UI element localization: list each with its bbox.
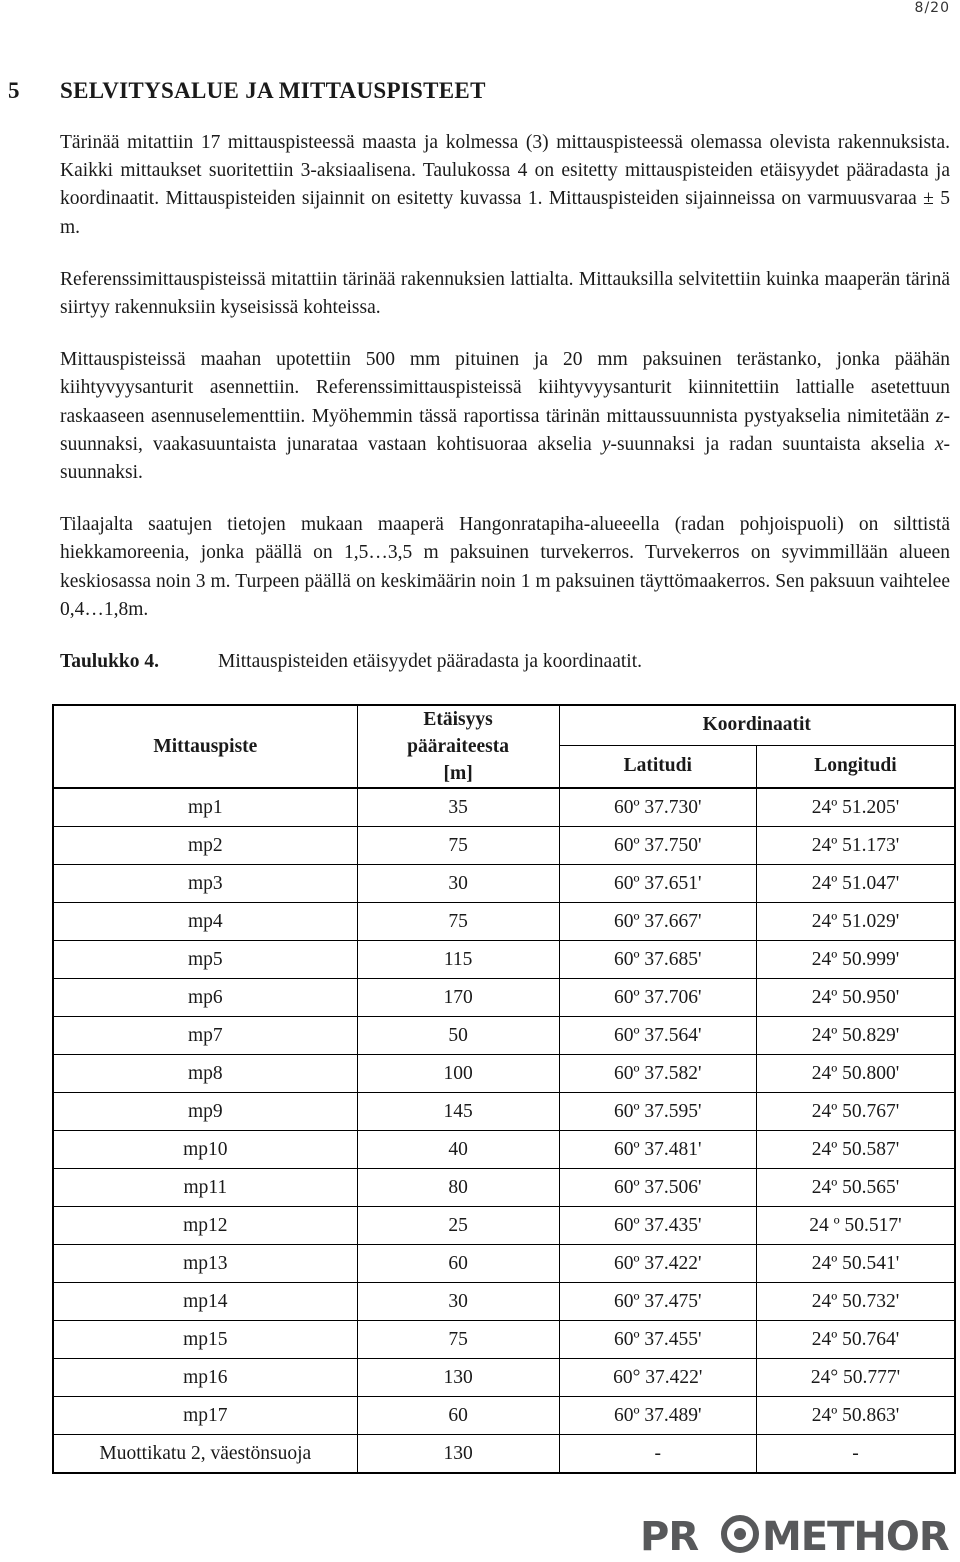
- cell-latitude: 60º 37.564': [559, 1017, 756, 1055]
- cell-longitude: 24º 50.829': [756, 1017, 955, 1055]
- section-number: 5: [8, 78, 20, 103]
- cell-longitude: 24º 50.863': [756, 1397, 955, 1435]
- paragraph-3-text-a: Mittauspisteissä maahan upotettiin 500 mm pituinen ja 20 mm paksuinen terästanko, jonka päähän kiihtyvyysanturit asennettiin. Referenssimittauspisteissä kiihtyvyysanturit kiinnitettiin lattialle asetettuun raskaaseen asennuselementtiin. Myöhemmin tässä raportissa tärinän mittaussuunnista pystyakselia nimitetään: [60, 349, 950, 427]
- table-row: [53, 788, 955, 827]
- cell-distance: 30: [357, 865, 559, 903]
- table-row: [53, 1435, 955, 1474]
- table-row: [53, 941, 955, 979]
- logo-o-ring-icon: [724, 1518, 756, 1550]
- cell-distance: 40: [357, 1131, 559, 1169]
- section-heading: [8, 78, 952, 104]
- header-point: Mittauspiste: [53, 705, 357, 788]
- cell-distance: 75: [357, 903, 559, 941]
- table-caption-text: Mittauspisteiden etäisyydet pääradasta ja koordinaatit.: [218, 651, 642, 673]
- table-row: [53, 1397, 955, 1435]
- cell-point: mp15: [53, 1321, 357, 1359]
- cell-longitude: 24º 50.767': [756, 1093, 955, 1131]
- paragraph-3-text-d: -suunnaksi.: [60, 433, 950, 484]
- table-row: [53, 1093, 955, 1131]
- cell-distance: 115: [357, 941, 559, 979]
- header-longitude: Longitudi: [756, 745, 955, 788]
- cell-distance: 130: [357, 1359, 559, 1397]
- axis-y: y: [601, 433, 611, 455]
- cell-distance: 75: [357, 827, 559, 865]
- cell-latitude: 60º 37.475': [559, 1283, 756, 1321]
- table-caption: [60, 648, 950, 676]
- cell-point: mp9: [53, 1093, 357, 1131]
- cell-longitude: -: [756, 1435, 955, 1474]
- cell-longitude: 24º 51.047': [756, 865, 955, 903]
- axis-x: x: [934, 433, 944, 455]
- cell-latitude: 60° 37.422': [559, 1359, 756, 1397]
- cell-point: mp13: [53, 1245, 357, 1283]
- table-body: [53, 788, 955, 1473]
- coordinates-table: [52, 704, 956, 1474]
- cell-point: mp12: [53, 1207, 357, 1245]
- cell-distance: 80: [357, 1169, 559, 1207]
- paragraph-1: Tärinää mitattiin 17 mittauspisteessä maasta ja kolmessa (3) mittauspisteessä olemassa olevista rakennuksista. Kaikki mittaukset suoritettiin 3-aksiaalisena. Taulukossa 4 on esitetty mittauspisteiden etäisyydet pääradasta ja koordinaatit. Mittauspisteiden sijainnit on esitetty kuvassa 1. Mittauspisteiden sijainneissa on varmuusvaraa ± 5 m.: [60, 132, 950, 238]
- table-header: [53, 705, 955, 788]
- cell-distance: 75: [357, 1321, 559, 1359]
- cell-point: mp14: [53, 1283, 357, 1321]
- cell-latitude: 60º 37.685': [559, 941, 756, 979]
- cell-distance: 60: [357, 1397, 559, 1435]
- paragraph-3-text-b: -suunnaksi, vaakasuuntaista junarataa vastaan kohtisuoraa akselia: [60, 405, 950, 455]
- cell-latitude: 60º 37.489': [559, 1397, 756, 1435]
- cell-point: mp16: [53, 1359, 357, 1397]
- table-row: [53, 1055, 955, 1093]
- cell-latitude: 60º 37.706': [559, 979, 756, 1017]
- cell-longitude: 24 º 50.517': [756, 1207, 955, 1245]
- paragraph-3: [60, 346, 950, 487]
- cell-longitude: 24º 50.541': [756, 1245, 955, 1283]
- cell-longitude: 24º 51.173': [756, 827, 955, 865]
- cell-point: Muottikatu 2, väestönsuoja: [53, 1435, 357, 1474]
- table-caption-label: Taulukko 4.: [60, 651, 160, 673]
- cell-latitude: -: [559, 1435, 756, 1474]
- cell-latitude: 60º 37.422': [559, 1245, 756, 1283]
- header-latitude: Latitudi: [559, 745, 756, 788]
- body-content: [60, 129, 950, 692]
- table-row: [53, 979, 955, 1017]
- cell-latitude: 60º 37.582': [559, 1055, 756, 1093]
- cell-latitude: 60º 37.651': [559, 865, 756, 903]
- paragraph-2: Referenssimittauspisteissä mitattiin tärinää rakennuksien lattialta. Mittauksilla selvitettiin kuinka maaperän tärinä siirtyy rakennuksiin kyseisissä kohteissa.: [60, 268, 950, 319]
- cell-longitude: 24º 50.565': [756, 1169, 955, 1207]
- cell-distance: 30: [357, 1283, 559, 1321]
- cell-longitude: 24º 50.732': [756, 1283, 955, 1321]
- cell-point: mp3: [53, 865, 357, 903]
- table-row: [53, 1359, 955, 1397]
- page-number: 8/20: [914, 0, 950, 16]
- cell-point: mp5: [53, 941, 357, 979]
- table-row: [53, 1131, 955, 1169]
- cell-longitude: 24º 50.764': [756, 1321, 955, 1359]
- header-distance: Etäisyys pääraiteesta [m]: [357, 705, 559, 788]
- cell-point: mp4: [53, 903, 357, 941]
- table-row: [53, 1283, 955, 1321]
- paragraph-4: Tilaajalta saatujen tietojen mukaan maaperä Hangonratapiha-alueeella (radan pohjoispuoli) on silttistä hiekkamoreenia, jonka päällä on 1,5…3,5 m paksuinen turvekerros. Turvekerros on syvimmillään alueen keskiosassa noin 3 m. Turpeen päällä on keskimäärin noin 1 m paksuinen täyttömaakerros. Sen paksuun vaihtelee 0,4…1,8m.: [60, 514, 950, 620]
- table-row: [53, 1207, 955, 1245]
- paragraph-3-text-c: -suunnaksi ja radan suuntaista akselia: [610, 433, 935, 455]
- cell-latitude: 60º 37.481': [559, 1131, 756, 1169]
- header-coordinates: Koordinaatit: [559, 705, 955, 745]
- cell-longitude: 24° 50.777': [756, 1359, 955, 1397]
- cell-longitude: 24º 50.587': [756, 1131, 955, 1169]
- cell-longitude: 24º 50.800': [756, 1055, 955, 1093]
- cell-distance: 60: [357, 1245, 559, 1283]
- cell-distance: 35: [357, 788, 559, 827]
- cell-latitude: 60º 37.455': [559, 1321, 756, 1359]
- axis-z: z: [935, 405, 944, 427]
- cell-latitude: 60º 37.435': [559, 1207, 756, 1245]
- cell-latitude: 60º 37.730': [559, 788, 756, 827]
- table-row: [53, 903, 955, 941]
- cell-latitude: 60º 37.667': [559, 903, 756, 941]
- cell-longitude: 24º 50.999': [756, 941, 955, 979]
- svg-text:PR: PR: [640, 1514, 699, 1556]
- cell-point: mp2: [53, 827, 357, 865]
- cell-distance: 50: [357, 1017, 559, 1055]
- cell-longitude: 24º 51.029': [756, 903, 955, 941]
- promethor-logo: [640, 1512, 950, 1556]
- cell-point: mp10: [53, 1131, 357, 1169]
- table-row: [53, 827, 955, 865]
- cell-point: mp11: [53, 1169, 357, 1207]
- svg-text:METHOR: METHOR: [762, 1514, 949, 1556]
- cell-point: mp1: [53, 788, 357, 827]
- table-row: [53, 1245, 955, 1283]
- cell-point: mp7: [53, 1017, 357, 1055]
- table-row: [53, 1169, 955, 1207]
- table-row: [53, 1017, 955, 1055]
- cell-latitude: 60º 37.506': [559, 1169, 756, 1207]
- section-title: SELVITYSALUE JA MITTAUSPISTEET: [60, 78, 486, 103]
- cell-longitude: 24º 51.205': [756, 788, 955, 827]
- cell-distance: 25: [357, 1207, 559, 1245]
- cell-distance: 170: [357, 979, 559, 1017]
- cell-latitude: 60º 37.595': [559, 1093, 756, 1131]
- cell-distance: 130: [357, 1435, 559, 1474]
- cell-point: mp17: [53, 1397, 357, 1435]
- logo-graphic: [640, 1512, 950, 1556]
- cell-distance: 145: [357, 1093, 559, 1131]
- table-row: [53, 865, 955, 903]
- cell-distance: 100: [357, 1055, 559, 1093]
- cell-point: mp8: [53, 1055, 357, 1093]
- cell-latitude: 60º 37.750': [559, 827, 756, 865]
- table-row: [53, 1321, 955, 1359]
- cell-longitude: 24º 50.950': [756, 979, 955, 1017]
- cell-point: mp6: [53, 979, 357, 1017]
